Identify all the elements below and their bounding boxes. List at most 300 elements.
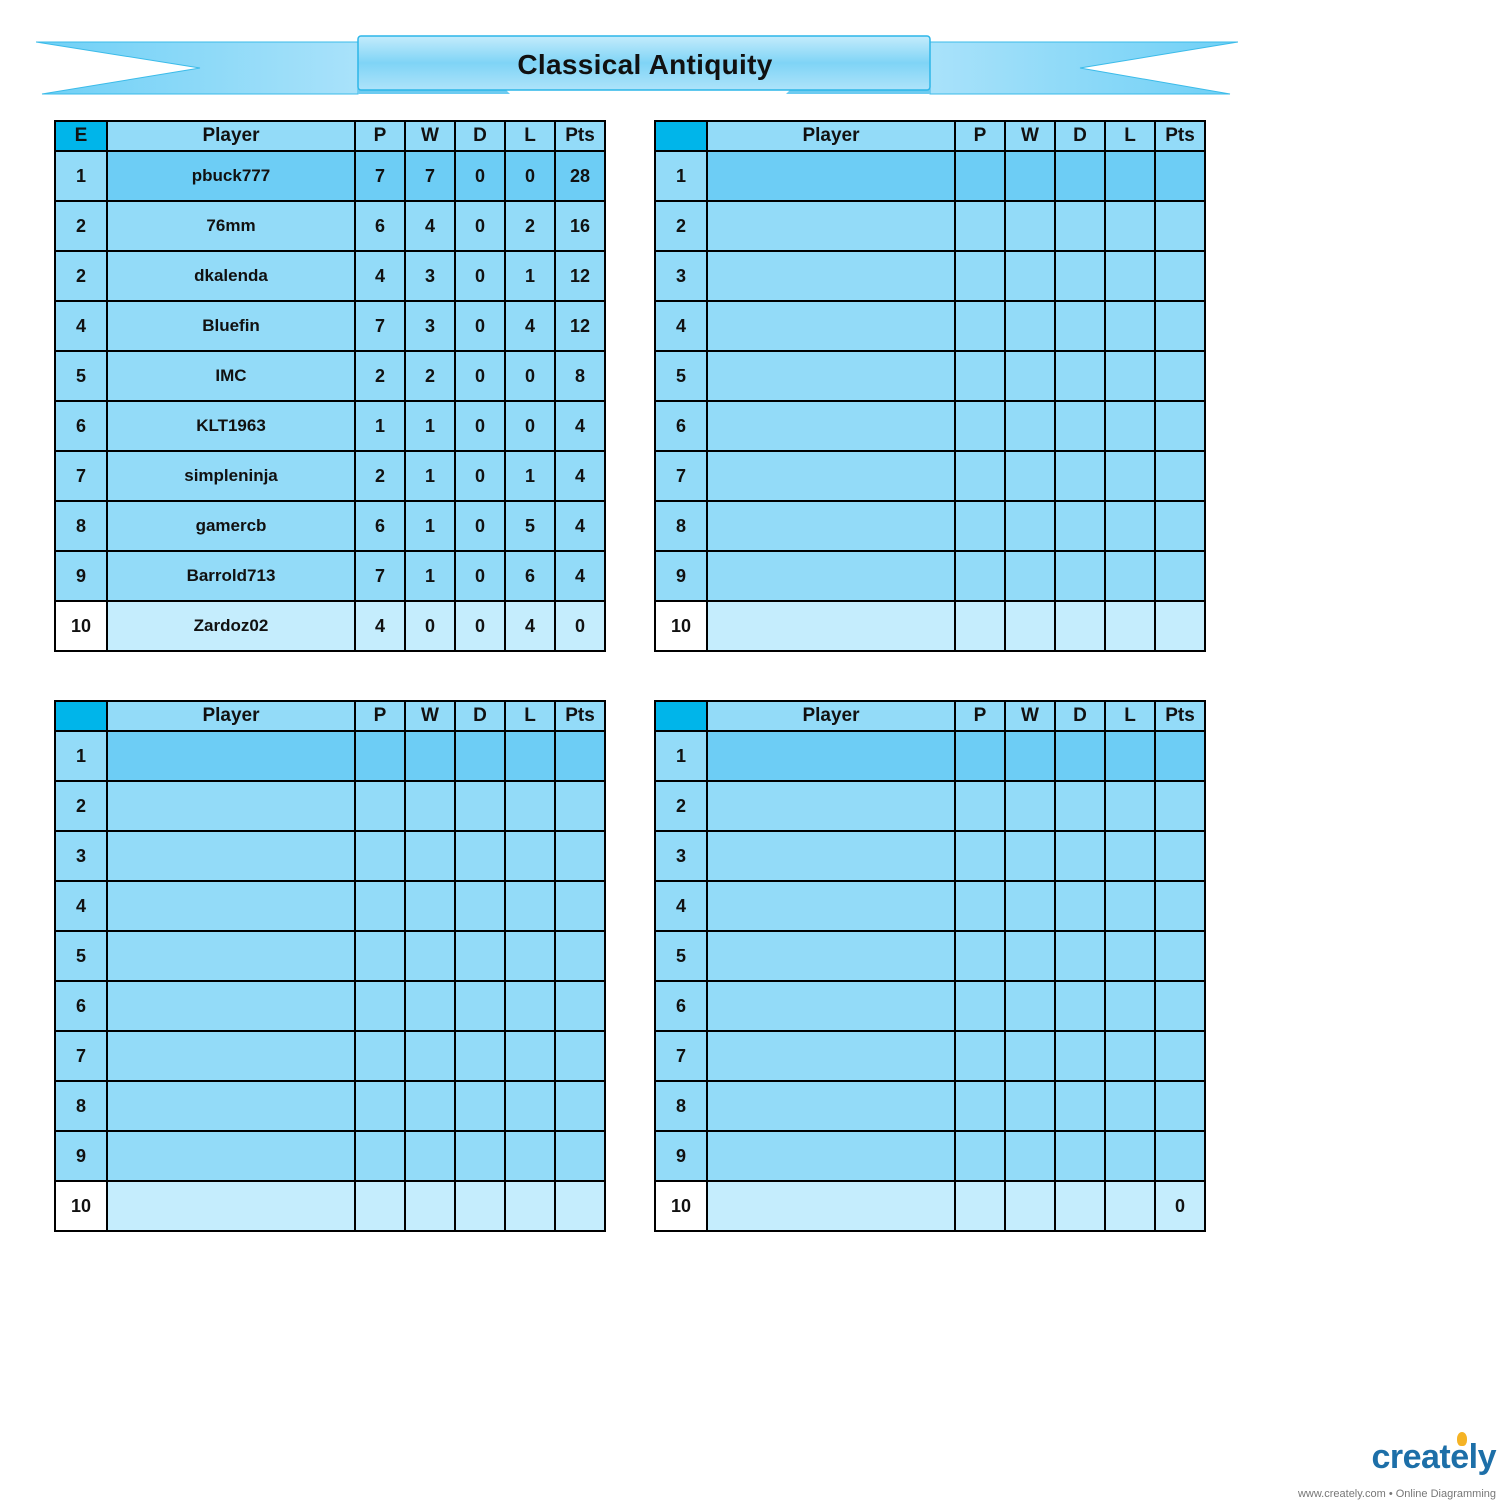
lost-cell [1105, 1181, 1155, 1231]
table-row [655, 251, 1205, 301]
won-cell [1005, 201, 1055, 251]
player-cell: simpleninja [107, 451, 355, 501]
table-header-row [55, 121, 605, 151]
points-cell [1155, 551, 1205, 601]
played-cell: 7 [355, 301, 405, 351]
lost-cell [1105, 251, 1155, 301]
lost-cell: 2 [505, 201, 555, 251]
lost-cell [1105, 201, 1155, 251]
rank-cell: 10 [55, 1181, 107, 1231]
table-row [55, 201, 605, 251]
lost-cell: 0 [505, 151, 555, 201]
header-played: P [355, 121, 405, 151]
won-cell: 2 [405, 351, 455, 401]
won-cell [1005, 781, 1055, 831]
header-rank [55, 701, 107, 731]
won-cell [1005, 251, 1055, 301]
player-cell: gamercb [107, 501, 355, 551]
lost-cell [505, 1031, 555, 1081]
rank-cell: 5 [55, 351, 107, 401]
table-row [655, 831, 1205, 881]
rank-cell: 9 [655, 551, 707, 601]
points-cell [1155, 351, 1205, 401]
drawn-cell [1055, 781, 1105, 831]
header-won: W [1005, 701, 1055, 731]
played-cell [955, 881, 1005, 931]
played-cell [955, 981, 1005, 1031]
played-cell [355, 1081, 405, 1131]
header-points: Pts [555, 121, 605, 151]
played-cell: 2 [355, 351, 405, 401]
won-cell [1005, 831, 1055, 881]
player-cell [707, 731, 955, 781]
played-cell [955, 831, 1005, 881]
header-lost: L [1105, 701, 1155, 731]
header-drawn: D [1055, 701, 1105, 731]
rank-cell: 2 [55, 251, 107, 301]
player-cell: pbuck777 [107, 151, 355, 201]
points-cell [1155, 831, 1205, 881]
player-cell [707, 451, 955, 501]
header-lost: L [505, 701, 555, 731]
drawn-cell: 0 [455, 401, 505, 451]
player-cell: Barrold713 [107, 551, 355, 601]
points-cell [555, 1181, 605, 1231]
played-cell [955, 201, 1005, 251]
points-cell [555, 1081, 605, 1131]
table-row [55, 251, 605, 301]
won-cell [1005, 551, 1055, 601]
points-cell [1155, 1081, 1205, 1131]
drawn-cell [1055, 1081, 1105, 1131]
table-row [655, 781, 1205, 831]
table-row [55, 831, 605, 881]
table-row [655, 881, 1205, 931]
drawn-cell [1055, 451, 1105, 501]
points-cell: 28 [555, 151, 605, 201]
lost-cell [1105, 881, 1155, 931]
lost-cell: 4 [505, 601, 555, 651]
drawn-cell [455, 1181, 505, 1231]
rank-cell: 2 [55, 781, 107, 831]
points-cell [1155, 881, 1205, 931]
drawn-cell [1055, 401, 1105, 451]
player-cell [707, 1181, 955, 1231]
header-played: P [955, 701, 1005, 731]
player-cell [707, 601, 955, 651]
drawn-cell [455, 931, 505, 981]
drawn-cell [455, 1081, 505, 1131]
lost-cell: 5 [505, 501, 555, 551]
won-cell [1005, 151, 1055, 201]
won-cell [1005, 1181, 1055, 1231]
rank-cell: 5 [55, 931, 107, 981]
lost-cell: 1 [505, 451, 555, 501]
won-cell: 3 [405, 301, 455, 351]
points-cell [1155, 401, 1205, 451]
drawn-cell: 0 [455, 351, 505, 401]
points-cell: 12 [555, 301, 605, 351]
points-cell: 0 [555, 601, 605, 651]
played-cell: 6 [355, 501, 405, 551]
player-cell [707, 351, 955, 401]
points-cell [1155, 981, 1205, 1031]
lost-cell [1105, 501, 1155, 551]
played-cell [955, 351, 1005, 401]
won-cell: 1 [405, 451, 455, 501]
drawn-cell [1055, 151, 1105, 201]
player-cell [107, 781, 355, 831]
played-cell: 1 [355, 401, 405, 451]
drawn-cell [1055, 601, 1105, 651]
table-row [655, 1131, 1205, 1181]
points-cell [555, 731, 605, 781]
won-cell [1005, 1031, 1055, 1081]
rank-cell: 8 [55, 1081, 107, 1131]
played-cell [955, 731, 1005, 781]
table-row [55, 351, 605, 401]
table-row [655, 1031, 1205, 1081]
won-cell: 0 [405, 601, 455, 651]
table-header-row [655, 121, 1205, 151]
won-cell [1005, 881, 1055, 931]
played-cell [955, 401, 1005, 451]
lost-cell [1105, 981, 1155, 1031]
lost-cell [1105, 1131, 1155, 1181]
won-cell [405, 931, 455, 981]
played-cell [355, 731, 405, 781]
played-cell [955, 501, 1005, 551]
rank-cell: 6 [55, 981, 107, 1031]
header-player: Player [707, 121, 955, 151]
lost-cell [1105, 931, 1155, 981]
header-drawn: D [455, 701, 505, 731]
played-cell: 6 [355, 201, 405, 251]
table-row [655, 501, 1205, 551]
table-row [655, 931, 1205, 981]
lost-cell [1105, 551, 1155, 601]
won-cell [405, 831, 455, 881]
table-row [55, 731, 605, 781]
header-player: Player [107, 121, 355, 151]
player-cell [107, 1181, 355, 1231]
won-cell [405, 1031, 455, 1081]
drawn-cell: 0 [455, 551, 505, 601]
player-cell [707, 931, 955, 981]
points-cell [1155, 1131, 1205, 1181]
table-row [55, 401, 605, 451]
watermark-tagline: www.creately.com • Online Diagramming [1297, 1488, 1496, 1500]
rank-cell: 6 [655, 401, 707, 451]
table-row [655, 301, 1205, 351]
lost-cell: 1 [505, 251, 555, 301]
player-cell [107, 931, 355, 981]
lost-cell: 4 [505, 301, 555, 351]
lost-cell [505, 981, 555, 1031]
played-cell: 4 [355, 251, 405, 301]
lost-cell: 6 [505, 551, 555, 601]
won-cell [1005, 1131, 1055, 1181]
player-cell [107, 981, 355, 1031]
player-cell: IMC [107, 351, 355, 401]
header-won: W [405, 701, 455, 731]
points-cell: 12 [555, 251, 605, 301]
rank-cell: 1 [655, 731, 707, 781]
header-points: Pts [1155, 121, 1205, 151]
points-cell [1155, 451, 1205, 501]
points-cell: 0 [1155, 1181, 1205, 1231]
lost-cell [1105, 1081, 1155, 1131]
rank-cell: 3 [55, 831, 107, 881]
table-row [55, 931, 605, 981]
won-cell [405, 781, 455, 831]
lost-cell [505, 931, 555, 981]
lost-cell: 0 [505, 351, 555, 401]
drawn-cell [455, 1131, 505, 1181]
rank-cell: 2 [655, 201, 707, 251]
points-cell: 4 [555, 501, 605, 551]
header-rank [655, 701, 707, 731]
won-cell: 7 [405, 151, 455, 201]
points-cell [1155, 931, 1205, 981]
played-cell [955, 151, 1005, 201]
rank-cell: 4 [55, 881, 107, 931]
lost-cell [505, 881, 555, 931]
player-cell [707, 551, 955, 601]
table-row [655, 731, 1205, 781]
drawn-cell [1055, 501, 1105, 551]
league-table-3 [54, 700, 606, 1232]
table-row [55, 301, 605, 351]
player-cell [107, 1031, 355, 1081]
rank-cell: 7 [55, 451, 107, 501]
title-banner [36, 34, 1238, 96]
played-cell [955, 551, 1005, 601]
won-cell [1005, 501, 1055, 551]
played-cell [355, 1181, 405, 1231]
played-cell: 7 [355, 151, 405, 201]
won-cell [405, 1131, 455, 1181]
rank-cell: 1 [55, 151, 107, 201]
player-cell: Bluefin [107, 301, 355, 351]
rank-cell: 1 [55, 731, 107, 781]
rank-cell: 4 [55, 301, 107, 351]
points-cell: 4 [555, 551, 605, 601]
rank-cell: 4 [655, 881, 707, 931]
rank-cell: 7 [55, 1031, 107, 1081]
lost-cell [505, 1181, 555, 1231]
points-cell: 4 [555, 401, 605, 451]
player-cell [707, 301, 955, 351]
table-row [655, 981, 1205, 1031]
won-cell [405, 1081, 455, 1131]
won-cell: 1 [405, 551, 455, 601]
lost-cell [1105, 301, 1155, 351]
drawn-cell [1055, 981, 1105, 1031]
drawn-cell [1055, 731, 1105, 781]
table-row [655, 1081, 1205, 1131]
rank-cell: 9 [655, 1131, 707, 1181]
won-cell [405, 881, 455, 931]
lost-cell [1105, 781, 1155, 831]
rank-cell: 10 [655, 601, 707, 651]
creately-watermark [1266, 1432, 1496, 1502]
played-cell [955, 931, 1005, 981]
player-cell: Zardoz02 [107, 601, 355, 651]
won-cell [1005, 1081, 1055, 1131]
header-player: Player [107, 701, 355, 731]
rank-cell: 4 [655, 301, 707, 351]
points-cell [555, 1031, 605, 1081]
played-cell: 2 [355, 451, 405, 501]
table-row [55, 151, 605, 201]
drawn-cell [1055, 301, 1105, 351]
player-cell: 76mm [107, 201, 355, 251]
lost-cell [1105, 351, 1155, 401]
header-player: Player [707, 701, 955, 731]
played-cell [955, 1131, 1005, 1181]
drawn-cell [455, 881, 505, 931]
won-cell [1005, 451, 1055, 501]
table-row [55, 501, 605, 551]
table-header-row [55, 701, 605, 731]
drawn-cell [1055, 1031, 1105, 1081]
rank-cell: 9 [55, 551, 107, 601]
points-cell [555, 931, 605, 981]
points-cell [1155, 781, 1205, 831]
won-cell: 1 [405, 401, 455, 451]
table-row [55, 1181, 605, 1231]
rank-cell: 7 [655, 451, 707, 501]
lost-cell [505, 731, 555, 781]
table-row [655, 201, 1205, 251]
won-cell [1005, 401, 1055, 451]
table-row [55, 601, 605, 651]
player-cell [707, 881, 955, 931]
player-cell [707, 781, 955, 831]
drawn-cell [1055, 1131, 1105, 1181]
header-lost: L [1105, 121, 1155, 151]
table-row [55, 551, 605, 601]
drawn-cell [455, 731, 505, 781]
rank-cell: 1 [655, 151, 707, 201]
table-row [655, 1181, 1205, 1231]
drawn-cell [1055, 831, 1105, 881]
rank-cell: 3 [655, 831, 707, 881]
points-cell [1155, 731, 1205, 781]
won-cell [1005, 931, 1055, 981]
player-cell: KLT1963 [107, 401, 355, 451]
won-cell: 3 [405, 251, 455, 301]
won-cell [405, 981, 455, 1031]
table-row [55, 1081, 605, 1131]
player-cell [707, 401, 955, 451]
played-cell [355, 1031, 405, 1081]
header-won: W [1005, 121, 1055, 151]
won-cell [405, 1181, 455, 1231]
creately-logo: creately [1371, 1438, 1496, 1476]
rank-cell: 7 [655, 1031, 707, 1081]
played-cell [355, 831, 405, 881]
header-points: Pts [555, 701, 605, 731]
played-cell: 7 [355, 551, 405, 601]
player-cell [707, 1131, 955, 1181]
won-cell: 1 [405, 501, 455, 551]
drawn-cell [455, 981, 505, 1031]
table-row [55, 981, 605, 1031]
points-cell [1155, 151, 1205, 201]
rank-cell: 6 [655, 981, 707, 1031]
lost-cell [1105, 731, 1155, 781]
points-cell [1155, 501, 1205, 551]
played-cell [955, 301, 1005, 351]
player-cell [707, 251, 955, 301]
drawn-cell: 0 [455, 601, 505, 651]
rank-cell: 3 [655, 251, 707, 301]
league-table-1 [54, 120, 606, 652]
lost-cell [1105, 831, 1155, 881]
lost-cell [505, 1081, 555, 1131]
player-cell [107, 1081, 355, 1131]
player-cell [107, 831, 355, 881]
played-cell [955, 251, 1005, 301]
points-cell: 16 [555, 201, 605, 251]
drawn-cell: 0 [455, 451, 505, 501]
lost-cell [1105, 451, 1155, 501]
player-cell [707, 151, 955, 201]
points-cell [1155, 1031, 1205, 1081]
table-row [55, 881, 605, 931]
drawn-cell: 0 [455, 151, 505, 201]
table-row [655, 401, 1205, 451]
player-cell [707, 831, 955, 881]
drawn-cell [1055, 251, 1105, 301]
lost-cell [1105, 1031, 1155, 1081]
table-row [55, 1031, 605, 1081]
player-cell [707, 201, 955, 251]
drawn-cell [1055, 551, 1105, 601]
played-cell: 4 [355, 601, 405, 651]
rank-cell: 8 [55, 501, 107, 551]
header-lost: L [505, 121, 555, 151]
played-cell [955, 1031, 1005, 1081]
rank-cell: 5 [655, 931, 707, 981]
header-rank: E [55, 121, 107, 151]
won-cell [1005, 981, 1055, 1031]
points-cell [555, 781, 605, 831]
league-table-2 [654, 120, 1206, 652]
played-cell [955, 451, 1005, 501]
lost-cell [505, 831, 555, 881]
points-cell [555, 981, 605, 1031]
table-row [55, 451, 605, 501]
played-cell [955, 1181, 1005, 1231]
points-cell [555, 881, 605, 931]
rank-cell: 6 [55, 401, 107, 451]
won-cell [405, 731, 455, 781]
drawn-cell [455, 1031, 505, 1081]
lost-cell [505, 1131, 555, 1181]
rank-cell: 10 [655, 1181, 707, 1231]
table-row [55, 1131, 605, 1181]
points-cell [1155, 251, 1205, 301]
player-cell [107, 731, 355, 781]
played-cell [355, 931, 405, 981]
points-cell: 4 [555, 451, 605, 501]
played-cell [955, 601, 1005, 651]
points-cell: 8 [555, 351, 605, 401]
drawn-cell [455, 781, 505, 831]
